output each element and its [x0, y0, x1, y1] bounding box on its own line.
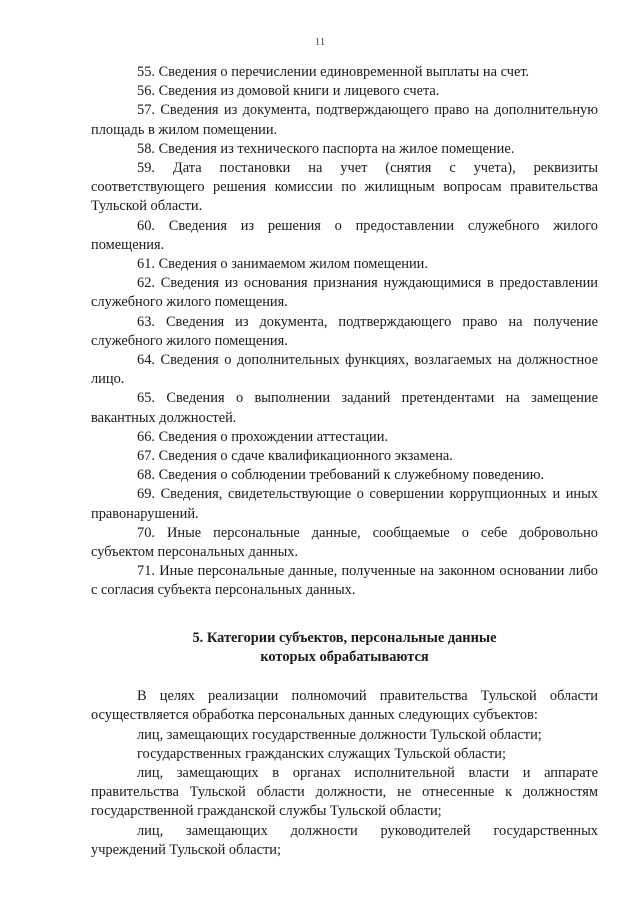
- list-item: 66. Сведения о прохождении аттестации.: [137, 428, 389, 445]
- list-item: 60. Сведения из решения о предоставлении служебного жилого помещения.: [91, 217, 598, 253]
- section-paragraph: государственных гражданских служащих Тульской области;: [137, 745, 506, 762]
- list-item: 64. Сведения о дополнительных функциях, возлагаемых на должностное лицо.: [91, 352, 598, 388]
- list-item: 62. Сведения из основания признания нуждающимися в предоставлении служебного жилого помещения.: [91, 275, 598, 311]
- list-item: 70. Иные персональные данные, сообщаемые о себе добровольно субъектом персональных данных.: [91, 524, 598, 561]
- list-item: 69. Сведения, свидетельствующие о совершении коррупционных и иных правонарушений.: [91, 486, 598, 522]
- document-body: [91, 63, 598, 860]
- list-item: 56. Сведения из домовой книги и лицевого счета.: [137, 83, 440, 100]
- section-heading-line: 5. Категории субъектов, персональные данные: [192, 629, 497, 646]
- list-item: 68. Сведения о соблюдении требований к служебному поведению.: [137, 467, 545, 484]
- list-item: 61. Сведения о занимаемом жилом помещении.: [137, 256, 428, 273]
- section-heading-line: которых обрабатываются: [260, 648, 429, 665]
- list-item: 67. Сведения о сдаче квалификационного экзамена.: [137, 448, 453, 465]
- section-paragraph: лиц, замещающих должности руководителей государственных учреждений Тульской области;: [91, 822, 598, 858]
- list-item: 57. Сведения из документа, подтверждающего право на дополнительную площадь в жилом помещении.: [91, 102, 598, 138]
- list-item: 58. Сведения из технического паспорта на жилое помещение.: [137, 140, 515, 157]
- list-item: 71. Иные персональные данные, полученные на законном основании либо с согласия субъекта персональных данных.: [91, 563, 598, 599]
- list-item: 55. Сведения о перечислении единовременной выплаты на счет.: [137, 64, 530, 80]
- section-paragraph: В целях реализации полномочий правительства Тульской области осуществляется обработка персональных данных следующих субъектов:: [91, 688, 598, 724]
- page-number: 11: [314, 36, 326, 48]
- list-item: 63. Сведения из документа, подтверждающего право на получение служебного жилого помещения.: [91, 313, 598, 349]
- section-paragraph: лиц, замещающих в органах исполнительной власти и аппарате правительства Тульской области должности, не отнесенные к должностям государственной гражданской службы Тульской области;: [91, 764, 598, 820]
- section-paragraph: лиц, замещающих государственные должности Тульской области;: [137, 726, 542, 743]
- list-item: 59. Дата постановки на учет (снятия с учета), реквизиты соответствующего решения комиссии по жилищным вопросам правительства Тульской области.: [91, 160, 598, 215]
- section-heading: [91, 629, 598, 667]
- list-item: 65. Сведения о выполнении заданий претендентами на замещение вакантных должностей.: [91, 390, 598, 426]
